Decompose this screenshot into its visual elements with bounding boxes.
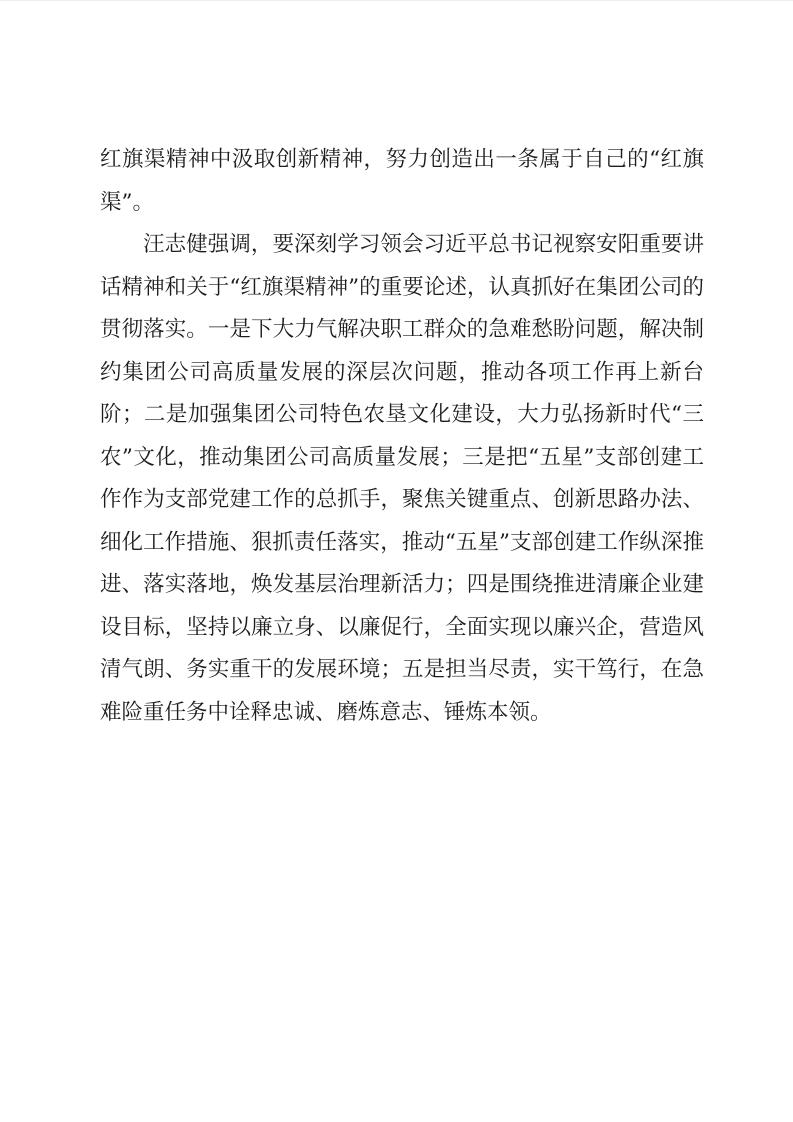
paragraph-main: 汪志健强调，要深刻学习领会习近平总书记视察安阳重要讲话精神和关于“红旗渠精神”的重要论述，认真抓好在集团公司的贯彻落实。一是下大力气解决职工群众的急难愁盼问题，解决制约集团公司高质量发展的深层次问题，推动各项工作再上新台阶；二是加强集团公司特色农垦文化建设，大力弘扬新时代“三农”文化，推动集团公司高质量发展；三是把“五星”支部创建工作作为支部党建工作的总抓手，聚焦关键重点、创新思路办法、细化工作措施、狠抓责任落实，推动“五星”支部创建工作纵深推进、落实落地，焕发基层治理新活力；四是围绕推进清廉企业建设目标，坚持以廉立身、以廉促行，全面实现以廉兴企，营造风清气朗、务实重干的发展环境；五是担当尽责，实干笃行，在急难险重任务中诠释忠诚、磨炼意志、锤炼本领。 (100, 232, 704, 725)
document-body (100, 139, 704, 734)
paragraph-continuation: 红旗渠精神中汲取创新精神，努力创造出一条属于自己的“红旗渠”。 (100, 147, 704, 215)
